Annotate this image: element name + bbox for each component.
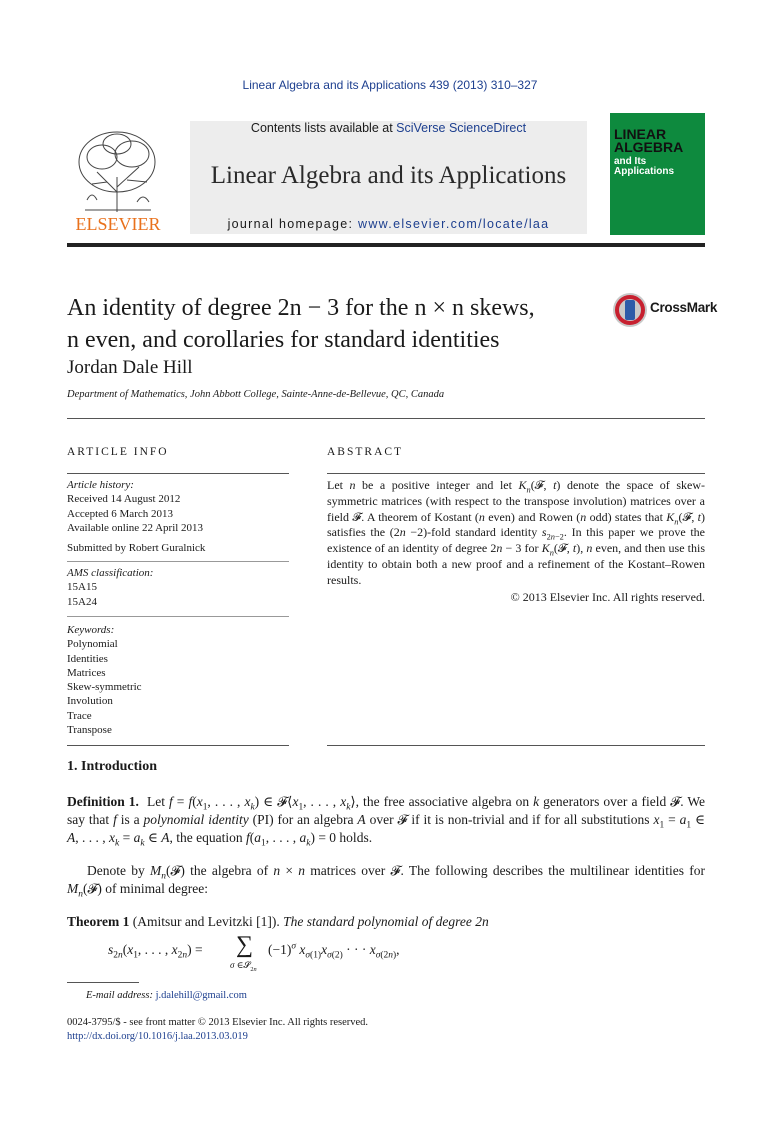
accepted-date: Accepted 6 March 2013 xyxy=(67,507,173,520)
header-rule xyxy=(67,243,705,247)
history-label: Article history: xyxy=(67,479,134,491)
keyword: Matrices xyxy=(67,666,106,679)
citation-link[interactable]: Linear Algebra and its Applications 439 (2013) 310–327 xyxy=(242,78,538,92)
section-heading: 1. Introduction xyxy=(67,759,157,774)
author-affiliation: Department of Mathematics, John Abbott College, Sainte-Anne-de-Bellevue, QC, Canada xyxy=(67,389,445,400)
author-name: Jordan Dale Hill xyxy=(67,357,193,378)
cover-title-line: ALGEBRA xyxy=(614,139,684,155)
info-rule xyxy=(67,745,289,746)
abstract-heading: ABSTRACT xyxy=(327,446,404,458)
homepage-link[interactable]: www.elsevier.com/locate/laa xyxy=(358,217,550,231)
abstract-rule xyxy=(327,745,705,746)
ams-label: AMS classification: xyxy=(67,567,154,579)
contents-available-line xyxy=(190,121,587,135)
title-line: An identity of degree 2n − 3 for the n × n skews, xyxy=(67,295,535,321)
crossmark-icon[interactable] xyxy=(612,292,648,328)
online-date: Available online 22 April 2013 xyxy=(67,521,204,534)
received-date: Received 14 August 2012 xyxy=(67,493,181,506)
abstract-rule xyxy=(327,473,705,474)
cover-subtitle-line: and Its xyxy=(614,156,647,167)
article-info-heading: ARTICLE INFO xyxy=(67,446,169,458)
info-rule xyxy=(67,616,289,617)
cover-title-line: LINEAR xyxy=(614,126,667,142)
crossmark-label[interactable]: CrossMark xyxy=(650,300,718,315)
journal-citation[interactable] xyxy=(0,78,780,92)
definition-paragraph: Definition 1. Let $f = f(x_1$, . . . , $x_k$) ∈ $𝓕⟨x_1$, . . . , $x_k⟩$, the free associative algebra on k generators over a field 𝓕. We say that f is a polynomial identity (PI) for an algebra A over 𝓕 if it is non-trivial and if for all substitutions $x_1 = a_1$ ∈ A, . . . , $x_k = a_k$ ∈ A, the equation $f(a_1$, . . . , $a_k) = 0$ holds. xyxy=(67,794,706,849)
theorem-text: The standard polynomial of degree 2n xyxy=(283,914,489,929)
section-rule xyxy=(67,418,705,419)
elsevier-tree-logo xyxy=(67,122,169,234)
cover-title xyxy=(614,128,683,154)
theorem-attribution: (Amitsur and Levitzki [1]). xyxy=(132,914,280,929)
keyword: Transpose xyxy=(67,724,112,737)
submitted-by: Submitted by Robert Guralnick xyxy=(67,542,206,554)
keyword: Polynomial xyxy=(67,638,118,651)
theorem-label: Theorem 1 xyxy=(67,914,130,929)
ams-code: 15A24 xyxy=(67,595,97,608)
definition-label: Definition 1. xyxy=(67,794,139,809)
keywords-label: Keywords: xyxy=(67,624,115,636)
keyword: Identities xyxy=(67,652,108,665)
email-label: E-mail address: xyxy=(86,990,156,1001)
title-line: n even, and corollaries for standard identities xyxy=(67,327,500,353)
article-title xyxy=(67,292,597,356)
elsevier-wordmark: ELSEVIER xyxy=(75,214,161,234)
theorem-statement xyxy=(67,914,489,930)
keyword: Skew-symmetric xyxy=(67,681,142,694)
contents-prefix: Contents lists available at xyxy=(250,121,397,135)
keyword: Involution xyxy=(67,695,113,708)
abstract-text: Let n be a positive integer and let $K_n(𝓕$, t) denote the space of skew-symmetric matrices (with respect to the transpose involution) matrices over a field 𝓕. A theorem of Kostant (n even) and Rowen (n odd) states that $K_n(𝓕$, t) satisfies the (2n −2)-fold standard identity $s_{2n-2}$. In this paper we prove the existence of an identity of degree 2n − 3 for $K_n(𝓕$, t), n even, and then use this identity to obtain both a new proof and a refinement of the Kostant–Rowen results. xyxy=(327,478,706,587)
ams-classification xyxy=(67,566,153,609)
doi-link[interactable]: http://dx.doi.org/10.1016/j.laa.2013.03.019 xyxy=(67,1031,248,1042)
homepage-prefix: journal homepage: xyxy=(227,217,358,231)
journal-homepage-line xyxy=(190,217,587,231)
email-link[interactable]: j.dalehill@gmail.com xyxy=(155,990,247,1001)
journal-title: Linear Algebra and its Applications xyxy=(210,162,567,189)
keywords-list xyxy=(67,623,142,737)
author-email xyxy=(86,990,247,1001)
info-rule xyxy=(67,473,289,474)
doi-line[interactable] xyxy=(67,1031,248,1042)
issn-line: 0024-3795/$ - see front matter © 2013 Elsevier Inc. All rights reserved. xyxy=(67,1017,369,1028)
sciencedirect-link[interactable]: SciVerse ScienceDirect xyxy=(396,121,527,135)
cover-subtitle-line: Applications xyxy=(614,166,675,177)
abstract-copyright: © 2013 Elsevier Inc. All rights reserved. xyxy=(510,590,705,604)
footnote-rule xyxy=(67,982,139,983)
ams-code: 15A15 xyxy=(67,581,97,594)
body-paragraph: Denote by $M_n(𝓕)$ the algebra of n × n matrices over 𝓕. The following describes the multilinear identities for $M_n(𝓕)$ of minimal degree: xyxy=(67,863,706,900)
cover-subtitle xyxy=(614,157,674,177)
keyword: Trace xyxy=(67,709,92,722)
article-history xyxy=(67,478,203,535)
standard-polynomial-formula: $s_{2n}(x_1$, . . . , $x_{2n}$) = ∑ σ ∈𝓢$_{2n}$ $(-1)^\sigma$ $x_{\sigma(1)}x_{\sigma(2)}$ · · · $x_{\sigma(2n)}$, xyxy=(108,932,400,973)
info-rule xyxy=(67,561,289,562)
